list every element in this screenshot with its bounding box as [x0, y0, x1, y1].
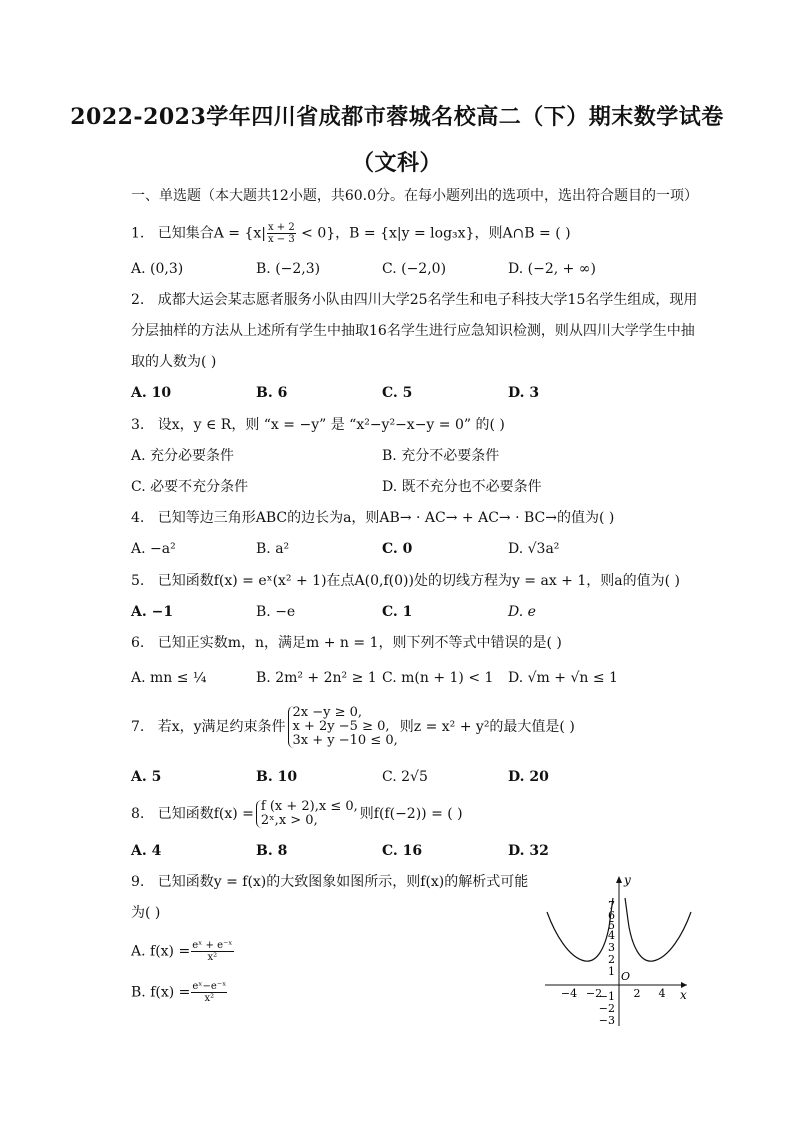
q5-option-a: A. −1 [131, 604, 174, 620]
q1-option-b: B. (−2,3) [256, 261, 321, 277]
q4-option-d: D. √3a² [508, 541, 560, 557]
q6-option-a: A. mn ≤ ¼ [131, 670, 207, 686]
question-number: 6. [131, 635, 145, 651]
q4-option-b: B. a² [256, 541, 290, 557]
question-stem-tail: < 0}，B = {x|y = log₃x}，则A∩B = ( ) [296, 225, 571, 242]
q7-option-c: C. 2√5 [382, 769, 428, 785]
question-number: 3. [131, 417, 145, 433]
q1-option-d: D. (−2, + ∞) [508, 261, 596, 277]
question-stem: 设x，y ∈ R，则 “x = −y” 是 “x²−y²−x−y = 0” 的( ) [157, 417, 505, 433]
question-number: 2. [131, 292, 145, 308]
question-number: 8. [131, 806, 145, 822]
q6-option-c: C. m(n + 1) < 1 [382, 670, 494, 686]
question-stem: 若x，y满足约束条件 [157, 719, 286, 735]
fraction: $\frac{\text{eˣ + e⁻ˣ}}{\text{x²}}$ [192, 940, 233, 963]
question-stem: 已知函数f(x) = [157, 806, 254, 822]
question-stem: 已知函数y = f(x)的大致图象如图所示，则f(x)的解析式可能 [157, 874, 529, 890]
question-stem-tail: 则f(f(−2)) = ( ) [359, 806, 463, 822]
q6-option-b: B. 2m² + 2n² ≥ 1 [256, 670, 377, 686]
y-tick-neg1: −1 [598, 990, 615, 1003]
exam-subtitle: （文科） [351, 150, 442, 176]
q9-option-a: A. f(x) = $\frac{\text{eˣ + e⁻ˣ}}{\text{x²}}$ [131, 940, 233, 963]
y-tick-5: 5 [608, 919, 615, 932]
question-stem-tail: 则z = x² + y²的最大值是( ) [399, 719, 575, 735]
q8-option-d: D. 32 [508, 843, 549, 859]
y-tick-7: 7 [608, 899, 615, 912]
y-tick-labels [599, 899, 615, 1027]
q5-option-c: C. 1 [382, 604, 413, 620]
question-2-line-3: 取的人数为( ) [131, 354, 217, 370]
q5-option-d: D. e [508, 604, 536, 620]
question-number: 4. [131, 510, 145, 526]
q9-option-b: B. f(x) = $\frac{\text{eˣ−e⁻ˣ}}{\text{x²}}$ [131, 981, 227, 1004]
y-tick-4: 4 [608, 929, 615, 942]
y-tick-6: 6 [608, 909, 615, 922]
question-6 [131, 633, 562, 653]
question-stem: 已知等边三角形ABC的边长为a，则AB→ · AC→ + AC→ · BC→的值为( ) [157, 510, 615, 526]
question-number: 1. [131, 225, 145, 242]
q3-option-c: C. 必要不充分条件 [131, 479, 249, 495]
piecewise-system: f (x + 2),x ≤ 0, 2ˣ,x > 0, [256, 800, 358, 828]
y-tick-2: 2 [608, 953, 615, 966]
q4-option-c: C. 0 [382, 541, 413, 557]
section-heading: 一、单选题（本大题共12小题，共60.0分。在每小题列出的选项中，选出符合题目的一项） [131, 188, 698, 204]
question-9-line-2: 为( ) [131, 905, 161, 921]
question-9 [131, 872, 528, 892]
q2-option-a: A. 10 [131, 385, 172, 401]
question-8 [131, 800, 463, 828]
q2-option-b: B. 6 [256, 385, 288, 401]
x-axis-label: x [680, 988, 687, 1002]
question-3 [131, 415, 505, 435]
x-tick-4: 4 [658, 987, 666, 1000]
y-axis-arrow [616, 876, 622, 883]
q2-option-d: D. 3 [508, 385, 540, 401]
exam-title: 2022-2023学年四川省成都市蓉城名校高二（下）期末数学试卷 [70, 104, 724, 130]
y-axis-label: y [624, 873, 631, 887]
q2-option-c: C. 5 [382, 385, 413, 401]
q3-option-d: D. 既不充分也不必要条件 [382, 479, 542, 495]
q3-option-a: A. 充分必要条件 [131, 448, 235, 464]
question-5 [131, 571, 680, 591]
q8-option-a: A. 4 [131, 843, 162, 859]
q8-option-c: C. 16 [382, 843, 423, 859]
question-stem: 已知正实数m，n，满足m + n = 1，则下列不等式中错误的是( ) [157, 635, 562, 651]
q3-option-b: B. 充分不必要条件 [382, 448, 500, 464]
fraction: $\frac{\text{eˣ−e⁻ˣ}}{\text{x²}}$ [192, 981, 227, 1004]
question-stem: 成都大运会某志愿者服务小队由四川大学25名学生和电子科技大学15名学生组成，现用 [157, 292, 698, 308]
question-4 [131, 508, 614, 528]
y-tick-1: 1 [608, 965, 615, 978]
q4-option-a: A. −a² [131, 541, 176, 557]
constraint-system: 2x −y ≥ 0, x + 2y −5 ≥ 0, 3x + y −10 ≤ 0, [288, 706, 398, 748]
question-2 [131, 290, 697, 310]
question-number: 5. [131, 573, 145, 589]
y-tick-3: 3 [608, 941, 615, 954]
fraction: $\frac{x + 2}{x - 3}$ [267, 222, 295, 245]
x-tick-2: 2 [633, 987, 641, 1000]
question-1 [131, 222, 571, 245]
y-tick-neg3: −3 [598, 1014, 615, 1027]
q7-option-d: D. 20 [508, 769, 549, 785]
q8-option-b: B. 8 [256, 843, 288, 859]
function-graph [535, 872, 695, 1032]
q7-option-a: A. 5 [131, 769, 162, 785]
y-tick-neg2: −2 [598, 1002, 615, 1015]
origin-label: O [621, 970, 631, 983]
question-number: 7. [131, 719, 145, 735]
question-2-line-2: 分层抽样的方法从上述所有学生中抽取16名学生进行应急知识检测，则从四川大学学生中抽 [131, 323, 695, 339]
q1-option-a: A. (0,3) [131, 261, 184, 277]
x-tick-neg4: −4 [560, 987, 578, 1000]
curve-right-branch [625, 898, 691, 961]
q1-option-c: C. (−2,0) [382, 261, 447, 277]
question-7 [131, 706, 575, 748]
question-stem: 已知集合A = {x| [157, 225, 266, 242]
q5-option-b: B. −e [256, 604, 296, 620]
x-tick-neg2: −2 [585, 987, 603, 1000]
curve-left-branch [547, 898, 613, 961]
question-stem: 已知函数f(x) = eˣ(x² + 1)在点A(0,f(0))处的切线方程为y = ax + 1，则a的值为( ) [157, 573, 680, 589]
q6-option-d: D. √m + √n ≤ 1 [508, 670, 618, 686]
question-number: 9. [131, 874, 145, 890]
q7-option-b: B. 10 [256, 769, 298, 785]
